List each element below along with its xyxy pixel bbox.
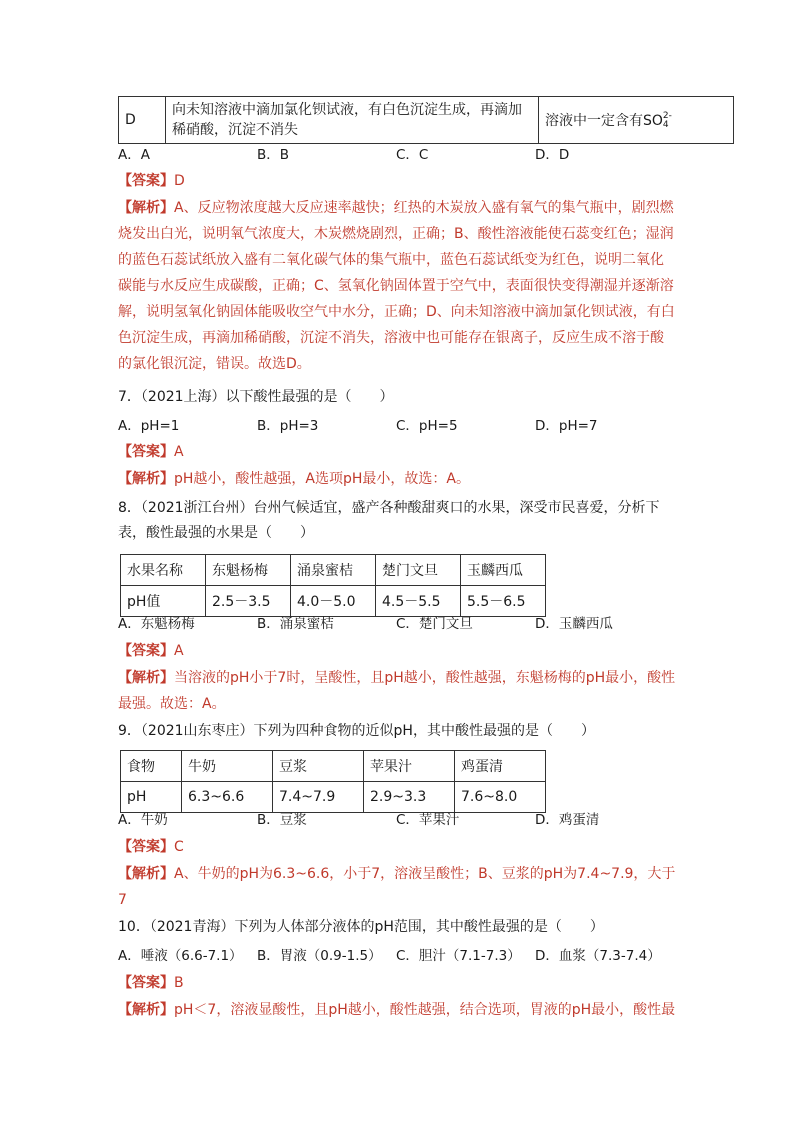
- q8-stem-line1: 8．（2021浙江台州）台州气候适宜，盛产各种酸甜爽口的水果，深受市民喜爱，分析下: [118, 500, 660, 516]
- option-a: A．pH=1: [118, 418, 180, 434]
- table-cell: 2.5－3.5: [206, 586, 291, 617]
- table-header: 楚门文旦: [376, 555, 461, 586]
- fruit-ph-table: [120, 554, 546, 617]
- experiment-table: [118, 96, 734, 144]
- option-c: C．pH=5: [396, 418, 458, 434]
- table-header: 玉麟西瓜: [461, 555, 546, 586]
- food-ph-table: [120, 750, 546, 813]
- table-header: 东魁杨梅: [206, 555, 291, 586]
- option-a: A．A: [118, 147, 150, 163]
- option-c: C．胆汁（7.1-7.3）: [396, 948, 521, 964]
- table-cell: pH值: [121, 586, 206, 617]
- row-label: D: [119, 97, 166, 144]
- option-d: D．鸡蛋清: [535, 812, 600, 828]
- table-cell: pH: [121, 782, 182, 813]
- option-b: B．B: [257, 147, 290, 163]
- table-header-row: [121, 555, 546, 586]
- table-cell: 4.0－5.0: [291, 586, 376, 617]
- row-description: 向未知溶液中滴加氯化钡试液，有白色沉淀生成，再滴加稀硝酸，沉淀不消失: [166, 97, 539, 144]
- q8-answer: 【答案】A: [118, 643, 184, 659]
- table-cell: 2.9~3.3: [364, 782, 455, 813]
- q9-explanation: 【解析】A、牛奶的pH为6.3~6.6，小于7，溶液呈酸性；B、豆浆的pH为7.4~7.9，大于7: [118, 866, 676, 908]
- table-cell: 7.4~7.9: [273, 782, 364, 813]
- option-b: B．pH=3: [257, 418, 319, 434]
- q7-answer: 【答案】A: [118, 444, 184, 460]
- table-header: 食物: [121, 751, 182, 782]
- table-header: 牛奶: [182, 751, 273, 782]
- table-cell: 6.3~6.6: [182, 782, 273, 813]
- q9-answer: 【答案】C: [118, 839, 184, 855]
- row-conclusion: 溶液中一定含有SO 2- 4: [539, 97, 734, 144]
- q9-stem: 9．（2021山东枣庄）下列为四种食物的近似pH，其中酸性最强的是（ ）: [118, 723, 595, 739]
- table-cell: 7.6~8.0: [455, 782, 546, 813]
- table-cell: 5.5－6.5: [461, 586, 546, 617]
- option-b: B．胃液（0.9-1.5）: [257, 948, 382, 964]
- option-b: B．豆浆: [257, 812, 307, 828]
- option-d: D．血浆（7.3-7.4）: [535, 948, 661, 964]
- q7-explanation: 【解析】pH越小，酸性越强，A选项pH最小，故选：A。: [118, 471, 470, 487]
- table-header: 苹果汁: [364, 751, 455, 782]
- q7-stem: 7．（2021上海）以下酸性最强的是（ ）: [118, 389, 394, 405]
- table-row: [121, 586, 546, 617]
- option-c: C．楚门文旦: [396, 616, 473, 632]
- option-d: D．pH=7: [535, 418, 598, 434]
- table-header: 豆浆: [273, 751, 364, 782]
- option-a: A．牛奶: [118, 812, 168, 828]
- table-header: 水果名称: [121, 555, 206, 586]
- q10-stem: 10．（2021青海）下列为人体部分液体的pH范围，其中酸性最强的是（ ）: [118, 919, 604, 935]
- q6-explanation: 【解析】A、反应物浓度越大反应速率越快；红热的木炭放入盛有氧气的集气瓶中，剧烈燃烧发出白光，说明氧气浓度大，木炭燃烧剧烈，正确；B、酸性溶液能使石蕊变红色；湿润的蓝色石蕊试纸放入盛有二氧化碳气体的集气瓶中，蓝色石蕊试纸变为红色，说明二氧化碳能与水反应生成碳酸，正确；C、氢氧化钠固体置于空气中，表面很快变得潮湿并逐渐溶解，说明氢氧化钠固体能吸收空气中水分，正确；D、向未知溶液中滴加氯化钡试液，有白色沉淀生成，再滴加稀硝酸，沉淀不消失，溶液中也可能存在银离子，反应生成不溶于酸的氯化银沉淀，错误。故选D。: [118, 200, 675, 372]
- q6-answer: 【答案】D: [118, 173, 185, 189]
- q10-explanation: 【解析】pH＜7，溶液显酸性，且pH越小，酸性越强，结合选项，胃液的pH最小，酸性最: [118, 1002, 676, 1018]
- option-d: D．玉麟西瓜: [535, 616, 613, 632]
- q8-explanation: 【解析】当溶液的pH小于7时，呈酸性，且pH越小，酸性越强，东魁杨梅的pH最小，酸性最强。故选：A。: [118, 670, 676, 712]
- option-d: D．D: [535, 147, 570, 163]
- table-header: 涌泉蜜桔: [291, 555, 376, 586]
- table-cell: 4.5－5.5: [376, 586, 461, 617]
- table-row: [119, 97, 734, 144]
- option-c: C．苹果汁: [396, 812, 460, 828]
- table-row: [121, 782, 546, 813]
- option-b: B．涌泉蜜桔: [257, 616, 334, 632]
- table-header: 鸡蛋清: [455, 751, 546, 782]
- option-a: A．东魁杨梅: [118, 616, 195, 632]
- q8-stem-line2: 表，酸性最强的水果是（ ）: [118, 525, 314, 541]
- option-c: C．C: [396, 147, 429, 163]
- option-a: A．唾液（6.6-7.1）: [118, 948, 243, 964]
- q10-answer: 【答案】B: [118, 975, 184, 991]
- table-header-row: [121, 751, 546, 782]
